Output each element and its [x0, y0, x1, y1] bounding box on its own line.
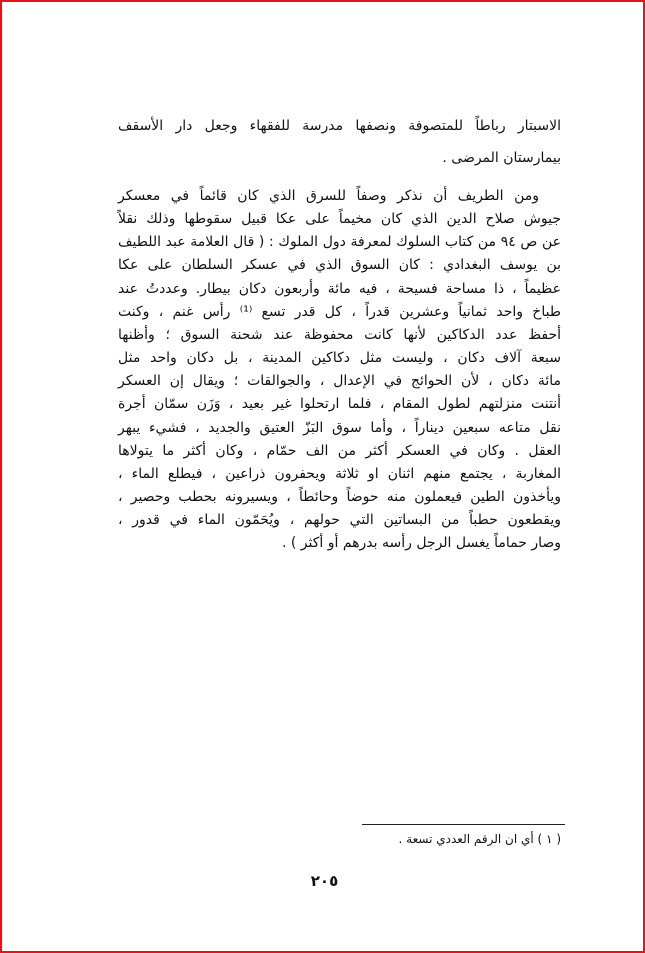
footnote: ( ١ ) أي ان الرقم العددي تسعة . [398, 832, 561, 846]
text-line: المغاربة ، يجتمع منهم اثنان او ثلاثة ويحفرون ذراعين ، فيطلع الماء ، [118, 466, 561, 482]
text-line: جيوش صلاح الدين الذي كان مخيماً على عكا قبيل سقوطها وذلك نقلاً [118, 211, 561, 227]
text-line: الاسبتار رباطاً للمتصوفة ونصفها مدرسة للفقهاء وجعل دار الأسقف [118, 118, 561, 134]
text-line: ويقطعون حطباً من البساتين التي حولهم ، ويُحَمّون الماء في قدور ، [118, 512, 561, 528]
text-line: طباخ واحد ثمانياً وعشرين قدراً ، كل قدر تسع ⁽¹⁾ رأس غنم ، وكنت [118, 304, 561, 320]
text-line: العقل . وكان في العسكر أكثر من الف حمّام ، وكان أكثر ما يتولاها [118, 443, 561, 459]
page-number: ٢٠٥ [310, 872, 339, 890]
text-line: عن ص ٩٤ من كتاب السلوك لمعرفة دول الملوك : ( قال العلامة عبد اللطيف [118, 234, 562, 250]
text-line: بيمارستان المرضى . [442, 150, 561, 166]
footnote-divider [362, 824, 565, 825]
text-line: ويأخذون الطين فيعملون منه حوضاً وحائطاً ، ويسيرونه بحطب وحصير ، [118, 489, 561, 505]
text-line: سبعة آلاف دكان ، وليست مثل دكاكين المدينة ، بل دكان واحد مثل [118, 350, 561, 366]
text-line: وصار حماماً يغسل الرجل رأسه بدرهم أو أكثر ) . [281, 535, 561, 551]
text-line: نقل متاعه سبعين ديناراً ، وأما سوق البَزّ العتيق والجديد ، فشيء يبهر [118, 420, 561, 436]
text-line: ومن الطريف أن نذكر وصفاً للسرق الذي كان قائماً في معسكر [118, 188, 539, 204]
text-line: بن يوسف البغدادي : كان السوق الذي في عسكر السلطان على عكا [118, 257, 561, 273]
text-line: مائة دكان ، لأن الحوائج في الإعدال ، والجوالقات ؛ ويقال إن العسكر [118, 373, 561, 389]
text-line: أحفظ عدد الدكاكين لأنها كانت محفوظة عند شحنة السوق ؛ وأظنها [118, 327, 561, 343]
text-line: أنتنت منزلتهم لطول المقام ، فلما ارتحلوا غير بعيد ، وَزَن سمّان أجرة [118, 396, 561, 412]
text-line: عظيماً ، ذا مساحة فسيحة ، فيه مائة وأربعون دكان بيطار. وعددتُ عند [118, 281, 561, 297]
